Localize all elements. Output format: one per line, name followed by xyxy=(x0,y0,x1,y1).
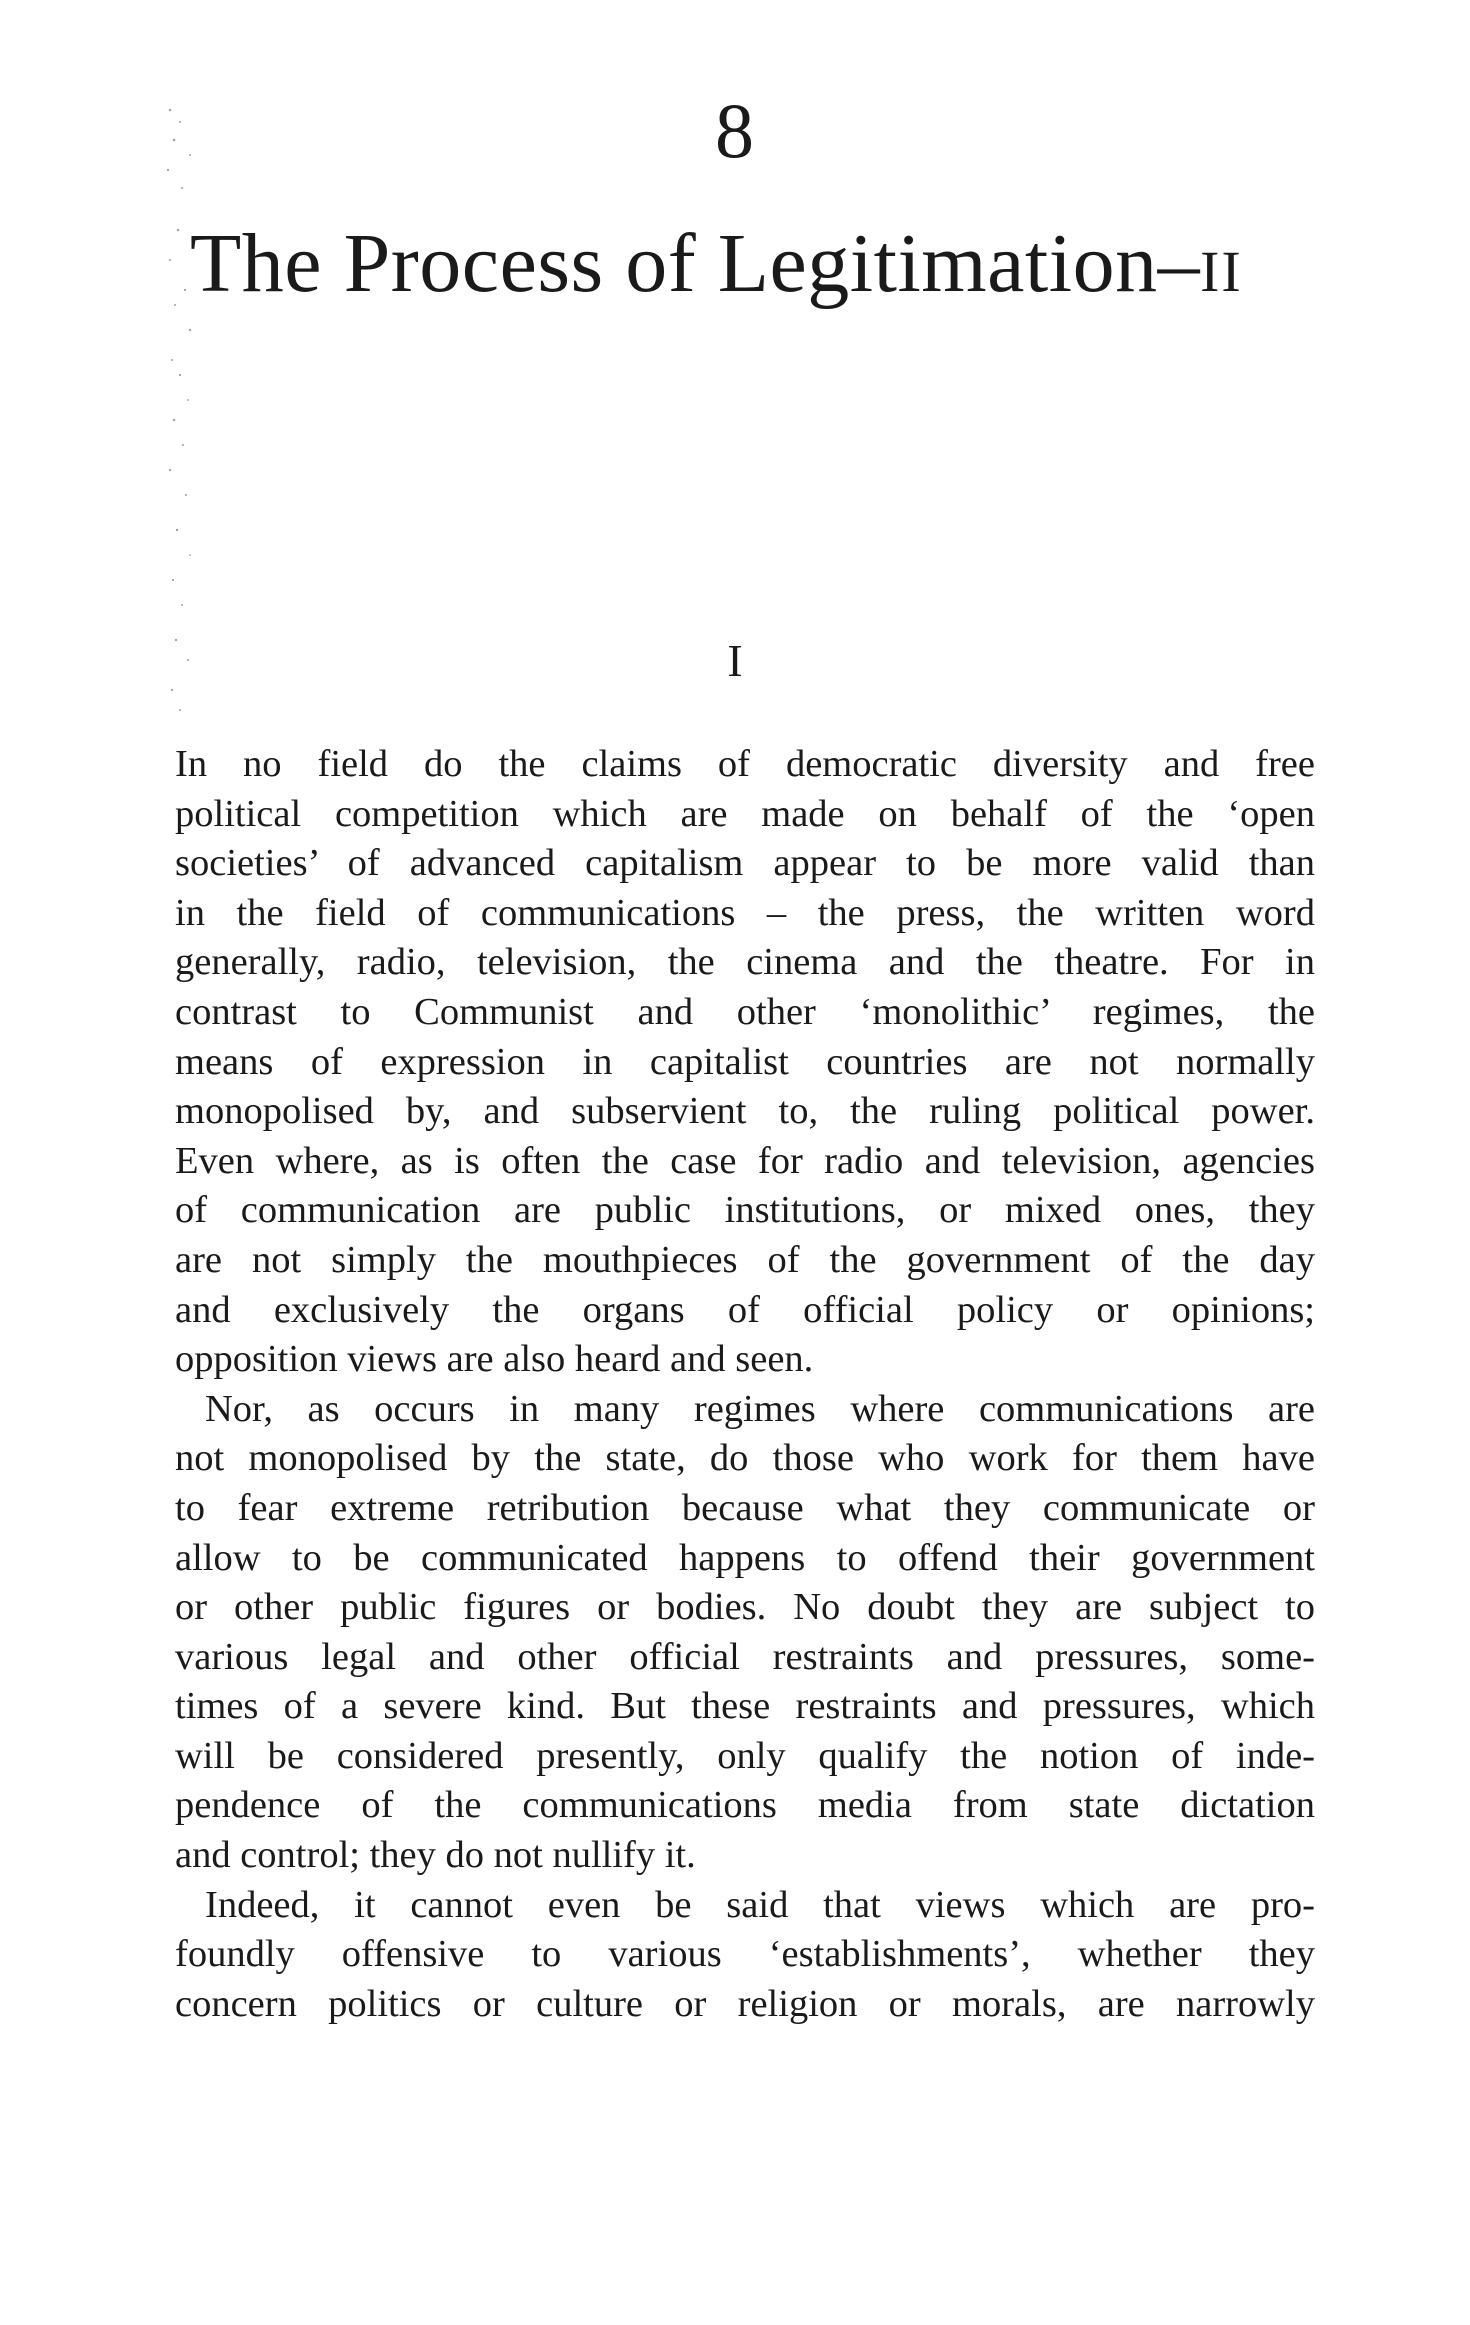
text-line: of communication are public institutions, or mixed ones, they xyxy=(175,1189,1315,1232)
text-line: or other public figures or bodies. No doubt they are subject to xyxy=(175,1586,1315,1629)
text-line: Nor, as occurs in many regimes where communications are xyxy=(205,1387,1315,1430)
text-line: opposition views are also heard and seen. xyxy=(175,1338,814,1381)
chapter-title-main: The Process of Legitimation– xyxy=(190,217,1201,310)
text-line: allow to be communicated happens to offend their government xyxy=(175,1536,1315,1579)
text-line: monopolised by, and subservient to, the ruling political power. xyxy=(175,1090,1315,1133)
text-line: and exclusively the organs of official policy or opinions; xyxy=(175,1288,1315,1331)
chapter-number: 8 xyxy=(715,87,755,174)
text-line: In no field do the claims of democratic diversity and free xyxy=(175,743,1315,785)
text-line: will be considered presently, only qualify the notion of inde- xyxy=(175,1734,1315,1777)
text-line: means of expression in capitalist countries are not normally xyxy=(175,1040,1315,1083)
scan-speckle-decoration xyxy=(130,100,240,720)
text-line: and control; they do not nullify it. xyxy=(175,1834,696,1877)
text-line: pendence of the communications media from state dictation xyxy=(175,1784,1315,1827)
text-line: societies’ of advanced capitalism appear to be more valid than xyxy=(175,842,1315,885)
text-line: times of a severe kind. But these restraints and pressures, which xyxy=(175,1685,1315,1728)
section-number: I xyxy=(727,635,743,686)
text-line: foundly offensive to various ‘establishments’, whether they xyxy=(175,1933,1315,1976)
body-text xyxy=(175,740,1315,2029)
text-line: contrast to Communist and other ‘monolithic’ regimes, the xyxy=(175,990,1315,1033)
text-line: not monopolised by the state, do those who work for them have xyxy=(175,1437,1315,1480)
text-line: concern politics or culture or religion or morals, are narrowly xyxy=(175,1982,1315,2025)
text-line: Indeed, it cannot even be said that views which are pro- xyxy=(205,1883,1315,1926)
text-line: are not simply the mouthpieces of the government of the day xyxy=(175,1238,1315,1281)
chapter-title-part: II xyxy=(1200,239,1243,304)
chapter-title xyxy=(190,217,1243,310)
text-line: in the field of communications – the press, the written word xyxy=(175,891,1315,934)
text-line: to fear extreme retribution because what they communicate or xyxy=(175,1486,1315,1529)
text-line: Even where, as is often the case for radio and television, agencies xyxy=(175,1139,1315,1182)
text-line: various legal and other official restraints and pressures, some- xyxy=(175,1635,1315,1678)
text-line: generally, radio, television, the cinema and the theatre. For in xyxy=(175,941,1315,984)
text-line: political competition which are made on behalf of the ‘open xyxy=(175,792,1315,835)
